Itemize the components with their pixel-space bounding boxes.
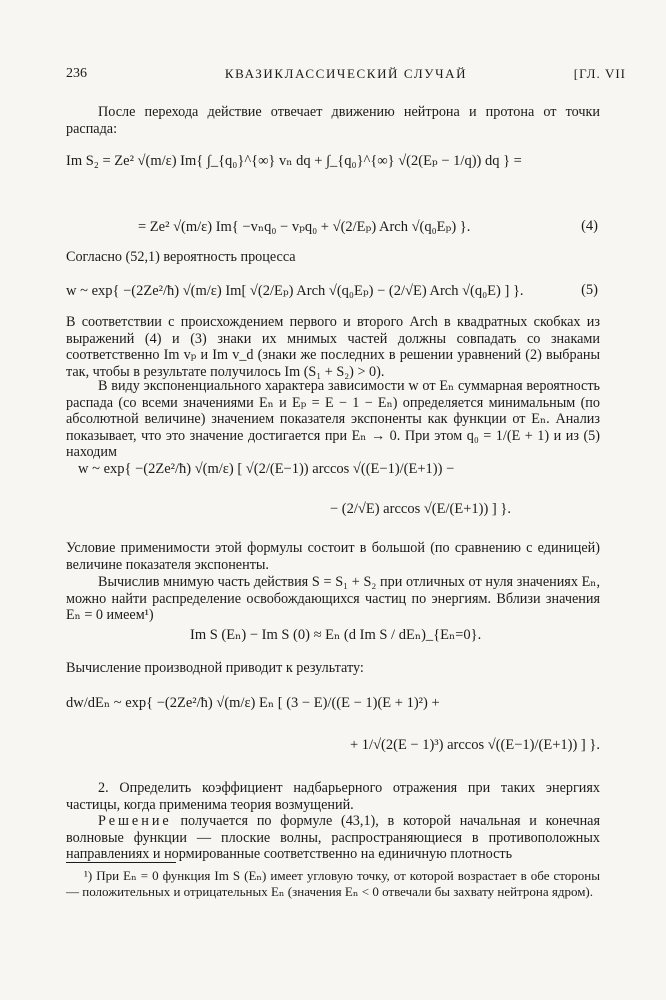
paragraph-applicability: Условие применимости этой формулы состоит в большой (по сравнению с единицей) величине показателя экспоненты.: [66, 540, 600, 573]
paragraph-exponential: В виду экспоненциального характера зависимости w от Eₙ суммарная вероятность распада (со всеми значениями Eₙ и Eₚ = E − 1 − Eₙ) определяется минимальным (по абсолютной величине) значением показателя экспоненты как функции от Eₙ. Анализ показывает, что это значение достигается при Eₙ → 0. При этом q₀ = 1/(E + 1) и из (5) находим: [66, 378, 600, 460]
solution-paragraph: [66, 813, 600, 863]
equation-8-line-1: dw/dEₙ ~ exp{ −(2Ze²/ħ) √(m/ε) Eₙ [ (3 − E)/((E − 1)(E + 1)²) +: [66, 695, 440, 711]
equation-4-number: (4): [581, 218, 598, 234]
paragraph-arch-signs: В соответствии с происхождением первого и второго Arch в квадратных скобках из выражений (4) и (3) знаки их мнимых частей должны совпадать со знаками соответственно Im vₚ и Im v_d (знаки же последних в решении уравнений (2) выбраны так, чтобы в результате получилось Im (S₁ + S₂) > 0).: [66, 314, 600, 380]
solution-text: получается по формуле (43,1), в которой начальная и конечная волновые функции — плоские волны, распространяющиеся в противоположных направлениях и нормированные соответственно на единичную плотность: [66, 813, 600, 862]
equation-8-line-2: + 1/√(2(E − 1)³) arccos √((E−1)/(E+1)) ] }.: [350, 737, 600, 753]
equation-7: Im S (Eₙ) − Im S (0) ≈ Eₙ (d Im S / dEₙ)_{Eₙ=0}.: [190, 627, 482, 643]
paragraph-derivative: Вычисление производной приводит к результату:: [66, 660, 364, 676]
paragraph-imaginary-part: Вычислив мнимую часть действия S = S₁ + S₂ при отличных от нуля значениях Eₙ, можно найти распределение освобождающихся частиц по энергиям. Вблизи значения Eₙ = 0 имеем¹): [66, 574, 600, 623]
chapter-title: КВАЗИКЛАССИЧЕСКИЙ СЛУЧАЙ: [224, 66, 468, 81]
equation-6-line-2: − (2/√E) arccos √(E/(E+1)) ] }.: [330, 501, 511, 517]
paragraph-probability: Согласно (52,1) вероятность процесса: [66, 249, 296, 265]
page-number: 236: [66, 66, 87, 81]
running-header: [66, 66, 626, 88]
equation-5-number: (5): [581, 282, 598, 298]
equation-4-line-2: = Ze² √(m/ε) Im{ −vₙq₀ − vₚq₀ + √(2/Eₚ) Arch √(q₀Eₚ) }.: [138, 219, 471, 235]
equation-5: w ~ exp{ −(2Ze²/ħ) √(m/ε) Im[ √(2/Eₚ) Arch √(q₀Eₚ) − (2/√E) Arch √(q₀E) ] }.: [66, 283, 524, 299]
chapter-label: [ГЛ. VII: [573, 66, 626, 81]
paragraph-intro: После перехода действие отвечает движению нейтрона и протона от точки распада:: [66, 104, 600, 137]
solution-label: Решение: [98, 813, 172, 829]
footnote-rule: [66, 862, 176, 863]
equation-4-line-1: Im S₂ = Ze² √(m/ε) Im{ ∫_{q₀}^{∞} vₙ dq + ∫_{q₀}^{∞} √(2(Eₚ − 1/q)) dq } =: [66, 153, 522, 169]
equation-6-line-1: w ~ exp{ −(2Ze²/ħ) √(m/ε) [ √(2/(E−1)) arccos √((E−1)/(E+1)) −: [78, 461, 455, 477]
footnote: ¹) При Eₙ = 0 функция Im S (Eₙ) имеет угловую точку, от которой возрастает в обе стороны — положительных и отрицательных Eₙ (значения Eₙ < 0 отвечали бы захвату нейтрона ядром).: [66, 868, 600, 899]
problem-2: 2. Определить коэффициент надбарьерного отражения при таких энергиях частицы, когда применима теория возмущений.: [66, 780, 600, 813]
